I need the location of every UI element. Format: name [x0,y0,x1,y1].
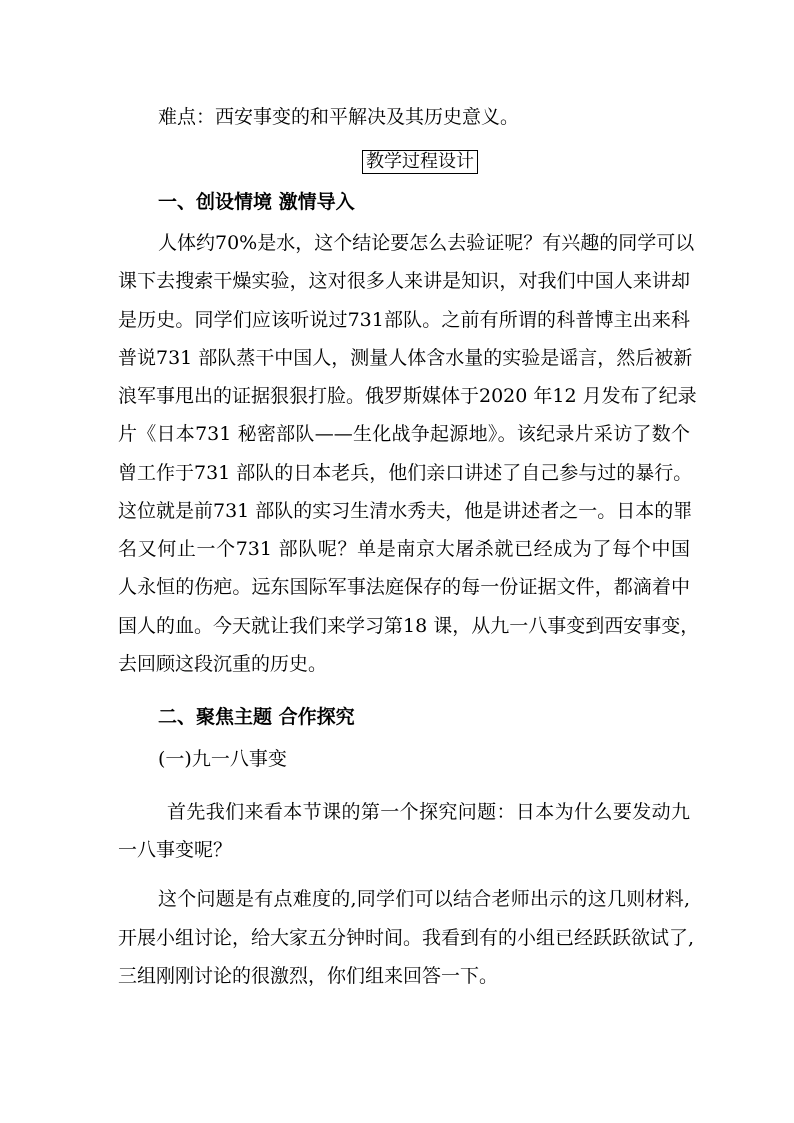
paragraph-line: 一八事变呢？ [118,839,233,861]
paragraph-line: 人永恒的伤疤。远东国际军事法庭保存的每一份证据文件，都滴着中 [118,576,690,598]
subheading-918: (一)九一八事变 [158,748,287,770]
paragraph-line: 浪军事甩出的证据狠狠打脸。俄罗斯媒体于2020 年12 月发布了纪录 [118,385,697,407]
difficulty-line: 难点：西安事变的和平解决及其历史意义。 [158,106,520,128]
paragraph-line: 课下去搜索干燥实验，这对很多人来讲是知识，对我们中国人来讲却 [118,270,690,292]
paragraph-line: 首先我们来看本节课的第一个探究问题：日本为什么要发动九 [167,801,690,823]
paragraph-line: 是历史。同学们应该听说过731部队。之前有所谓的科普博主出来科 [118,309,690,331]
paragraph-line: 国人的血。今天就让我们来学习第18 课，从九一八事变到西安事变， [118,615,700,637]
section-title: 教学过程设计 [362,150,478,174]
paragraph-line: 片《日本731 秘密部队——生化战争起源地》。该纪录片采访了数个 [118,423,690,445]
paragraph-line: 三组刚刚讨论的很激烈，你们组来回答一下。 [118,965,499,987]
paragraph-line: 这个问题是有点难度的,同学们可以结合老师出示的这几则材料, [158,888,690,910]
heading-focus: 二、聚焦主题 合作探究 [158,706,355,728]
paragraph-line: 曾工作于731 部队的日本老兵，他们亲口讲述了自己参与过的暴行。 [118,462,693,484]
paragraph-line: 普说731 部队蒸干中国人，测量人体含水量的实验是谣言，然后被新 [118,347,693,369]
paragraph-line: 名又何止一个731 部队呢？单是南京大屠杀就已经成为了每个中国 [118,538,690,560]
paragraph-line: 人体约70%是水，这个结论要怎么去验证呢？有兴趣的同学可以 [158,232,695,254]
heading-situation: 一、创设情境 激情导入 [158,191,355,213]
paragraph-line: 开展小组讨论，给大家五分钟时间。我看到有的小组已经跃跃欲试了, [118,927,695,949]
paragraph-line: 这位就是前731 部队的实习生清水秀夫，他是讲述者之一。日本的罪 [118,500,693,522]
paragraph-line: 去回顾这段沉重的历史。 [118,653,328,675]
